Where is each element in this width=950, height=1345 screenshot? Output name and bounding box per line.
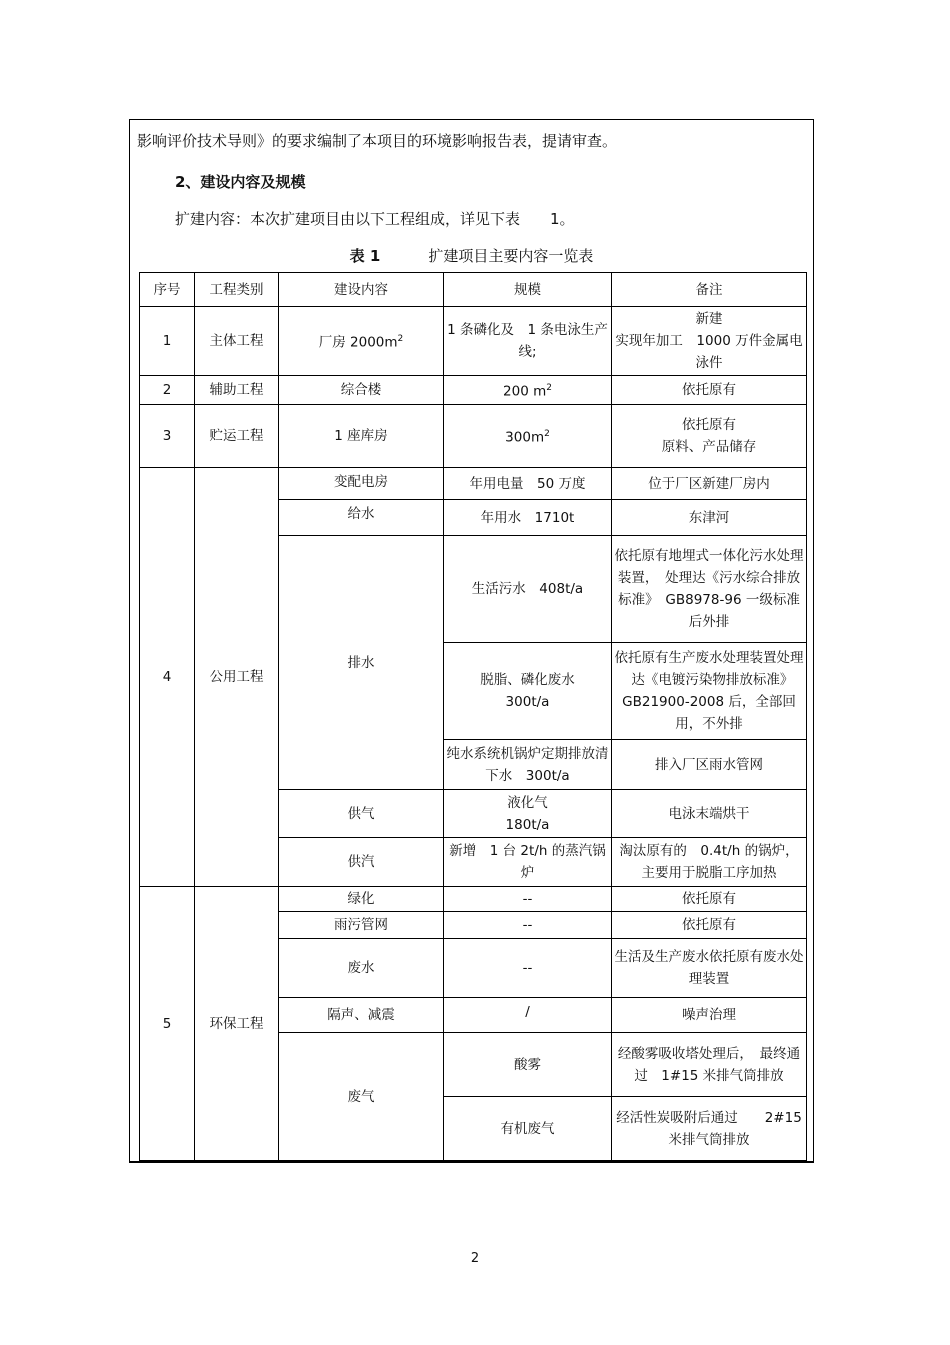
row-scale: -- [444,912,612,939]
row-scale: 脱脂、磷化废水 300t/a [444,643,612,740]
row-remark: 新建 实现年加工 1000 万件金属电泳件 [612,307,807,376]
row-remark: 经活性炭吸附后通过 2#15 米排气筒排放 [612,1097,807,1161]
table-row [140,887,807,912]
row-scale: -- [444,887,612,912]
row-scale: 1 条磷化及 1 条电泳生产线; [444,307,612,376]
row-content: 综合楼 [279,376,444,405]
section-heading: 2、建设内容及规模 [175,173,306,191]
row-content: 排水 [279,536,444,790]
row-remark: 依托原有 [612,887,807,912]
row-number: 5 [140,887,195,1161]
row-scale: 年用电量 50 万度 [444,468,612,500]
row-scale: 生活污水 408t/a [444,536,612,643]
row-content: 1 座库房 [279,405,444,468]
table-row [140,468,807,500]
row-remark: 淘汰原有的 0.4t/h 的锅炉，主要用于脱脂工序加热 [612,838,807,887]
row-remark: 东津河 [612,500,807,536]
intro-paragraph: 影响评价技术导则》的要求编制了本项目的环境影响报告表，提请审查。 [137,132,618,150]
row-scale: 纯水系统机锅炉定期排放清下水 300t/a [444,740,612,790]
page-number: 2 [470,1251,480,1266]
table-header-row [140,273,807,307]
table-caption [129,246,814,266]
row-content: 隔声、减震 [279,998,444,1033]
row-number: 3 [140,405,195,468]
row-remark: 依托原有 原料、产品储存 [612,405,807,468]
row-remark: 依托原有地埋式一体化污水处理装置， 处理达《污水综合排放标准》 GB8978-96 一级标准后外排 [612,536,807,643]
row-remark: 依托原有生产废水处理装置处理达《电镀污染物排放标准》 GB21900-2008 后，全部回用，不外排 [612,643,807,740]
row-remark: 依托原有 [612,376,807,405]
row-scale: 有机废气 [444,1097,612,1161]
table-title: 扩建项目主要内容一览表 [428,247,594,265]
header-cell: 建设内容 [279,273,444,307]
row-number: 4 [140,468,195,887]
row-category: 环保工程 [195,887,279,1161]
row-content: 供汽 [279,838,444,887]
row-scale: / [444,998,612,1033]
row-content: 绿化 [279,887,444,912]
row-category: 辅助工程 [195,376,279,405]
row-scale: 新增 1 台 2t/h 的蒸汽锅炉 [444,838,612,887]
table-row [140,307,807,376]
project-content-table [139,272,807,1161]
row-content: 供气 [279,790,444,838]
row-remark: 位于厂区新建厂房内 [612,468,807,500]
row-category: 主体工程 [195,307,279,376]
row-scale: 液化气 180t/a [444,790,612,838]
row-remark: 排入厂区雨水管网 [612,740,807,790]
row-content: 废水 [279,939,444,998]
row-number: 2 [140,376,195,405]
row-scale: $300m^2$ [444,405,612,468]
header-cell: 工程类别 [195,273,279,307]
table-row [140,405,807,468]
row-remark: 经酸雾吸收塔处理后， 最终通过 1#15 米排气筒排放 [612,1033,807,1097]
row-scale: -- [444,939,612,998]
row-content: 厂房 $2000m^2$ [279,307,444,376]
row-remark: 依托原有 [612,912,807,939]
header-cell: 备注 [612,273,807,307]
row-number: 1 [140,307,195,376]
row-content: 废气 [279,1033,444,1161]
row-scale: 200 $m^2$ [444,376,612,405]
row-scale: 年用水 1710t [444,500,612,536]
row-content: 雨污管网 [279,912,444,939]
row-remark: 噪声治理 [612,998,807,1033]
row-remark: 生活及生产废水依托原有废水处理装置 [612,939,807,998]
header-cell: 规模 [444,273,612,307]
expansion-paragraph: 扩建内容：本次扩建项目由以下工程组成，详见下表 1。 [175,210,575,228]
table-number: 表 1 [349,247,381,265]
row-content: 给水 [279,500,444,536]
row-category: 公用工程 [195,468,279,887]
row-scale: 酸雾 [444,1033,612,1097]
row-remark: 电泳末端烘干 [612,790,807,838]
table-row [140,376,807,405]
row-category: 贮运工程 [195,405,279,468]
row-content: 变配电房 [279,468,444,500]
header-cell: 序号 [140,273,195,307]
